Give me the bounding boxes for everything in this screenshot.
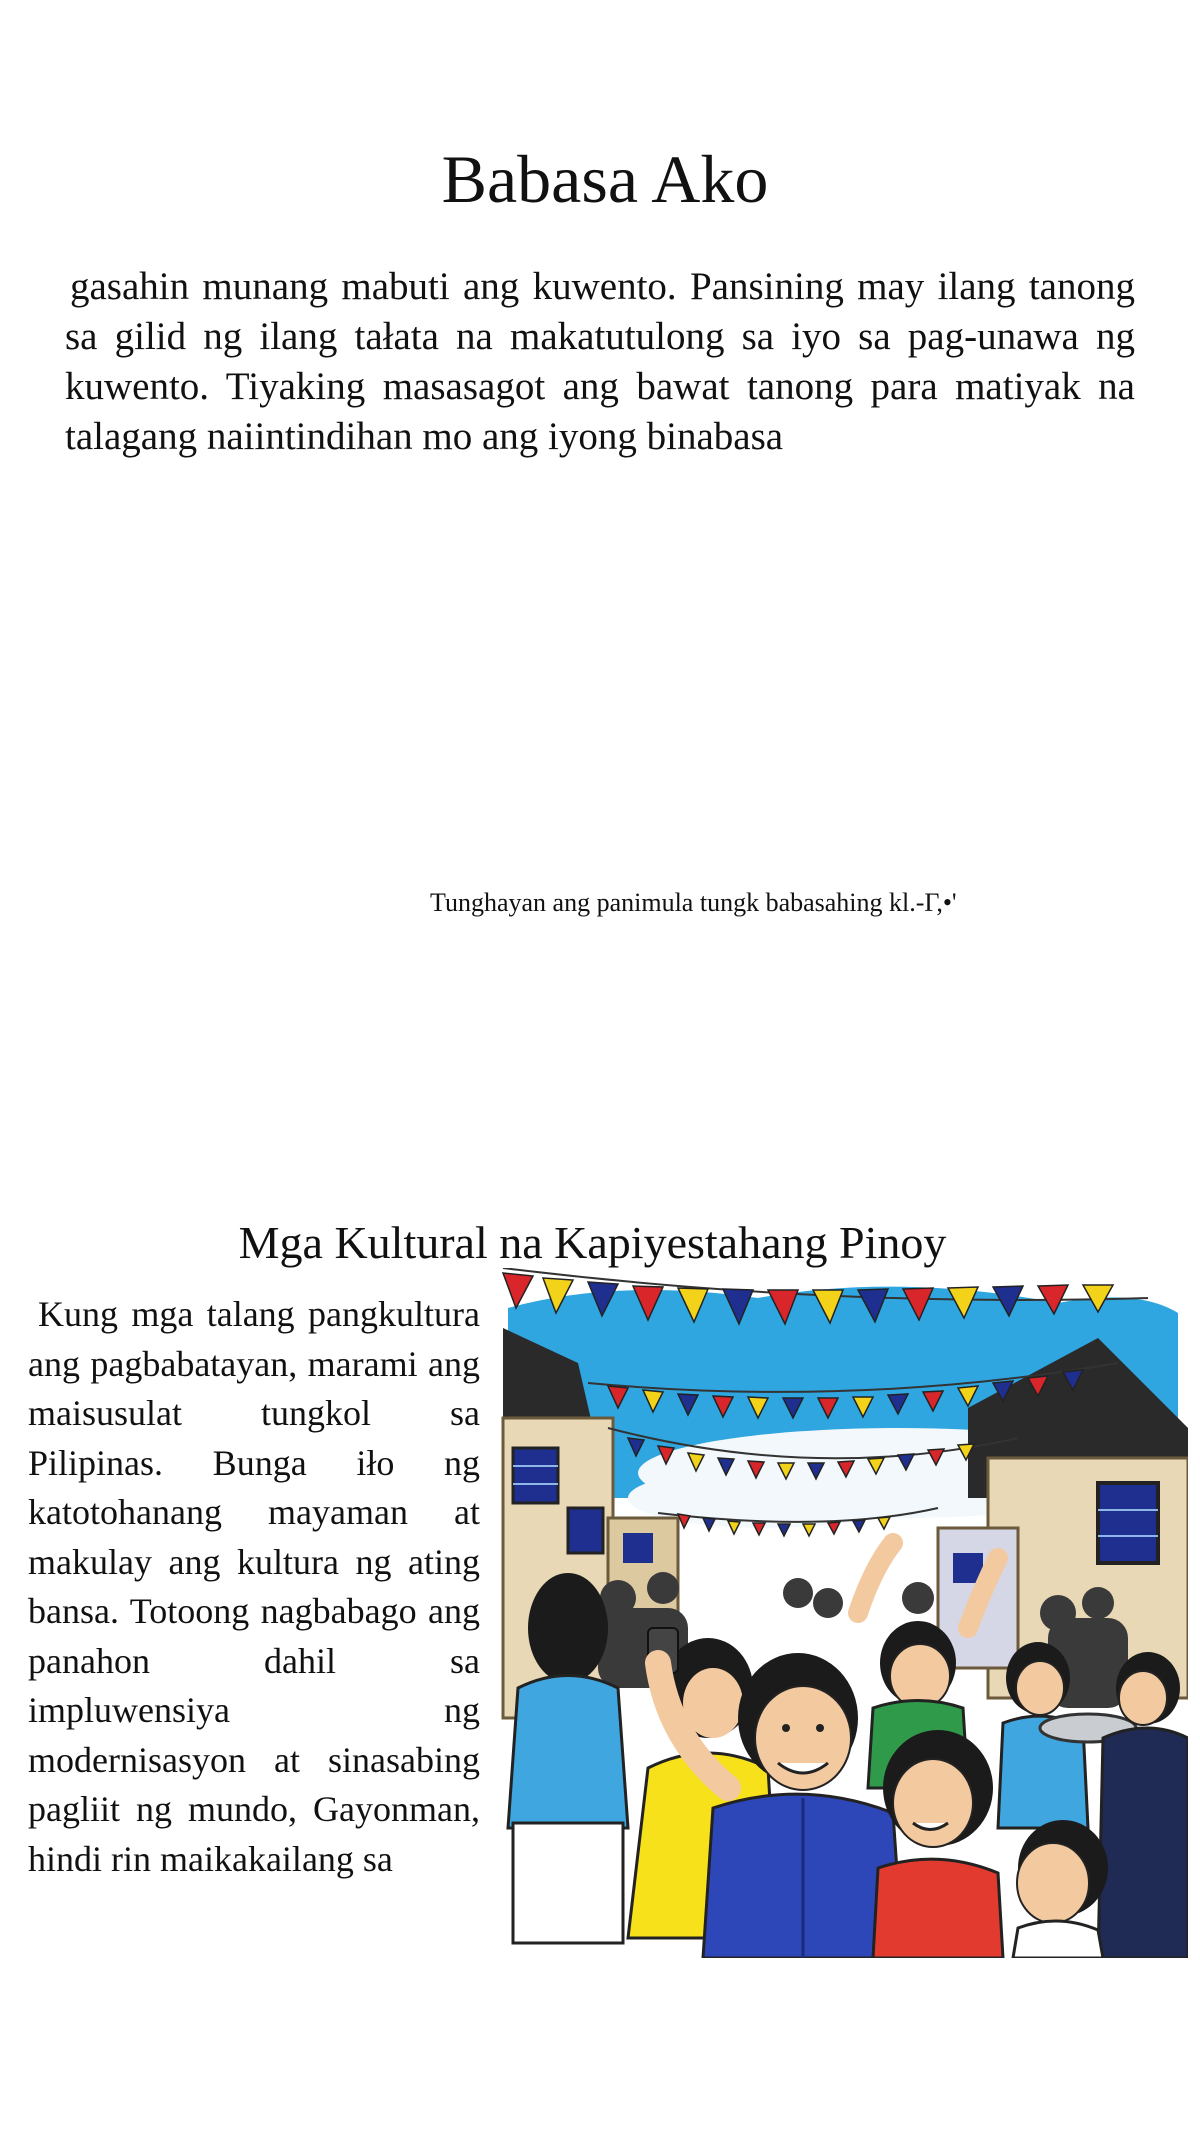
story-paragraph: Kung mga talang pangkultura ang pagbabatayan, marami ang maisusulat tungkol sa Pilipinas. Bunga iło ng katotohanang mayaman at makulay ang kultura ng ating bansa. Totoong nagbabago ang panahon dahil sa impluwensiya ng modernisasyon at sinasabing pagliit ng mundo, Gayonman, hindi rin maikakailang sa (28, 1294, 480, 1879)
section-caption: Tunghayan ang panimula tungk babasahing kl.-Γ,•' (430, 888, 957, 917)
intro-paragraph: gasahin munang mabuti ang kuwento. Pansining may ilang tanong sa gilid ng ilang tałata na makatutulong sa iyo sa pag-unawa ng kuwento. Tiyaking masasagot ang bawat tanong para matiyak na talagang naiintindihan mo ang iyong binabasa (65, 265, 1135, 458)
page-title: Babasa Ako (441, 141, 769, 217)
story-title: Mga Kultural na Kapiyestahang Pinoy (238, 1217, 947, 1268)
boy-small (1013, 1820, 1108, 1958)
fiesta-scene (498, 1268, 1188, 1958)
fiesta-illustration (498, 1268, 1188, 1958)
